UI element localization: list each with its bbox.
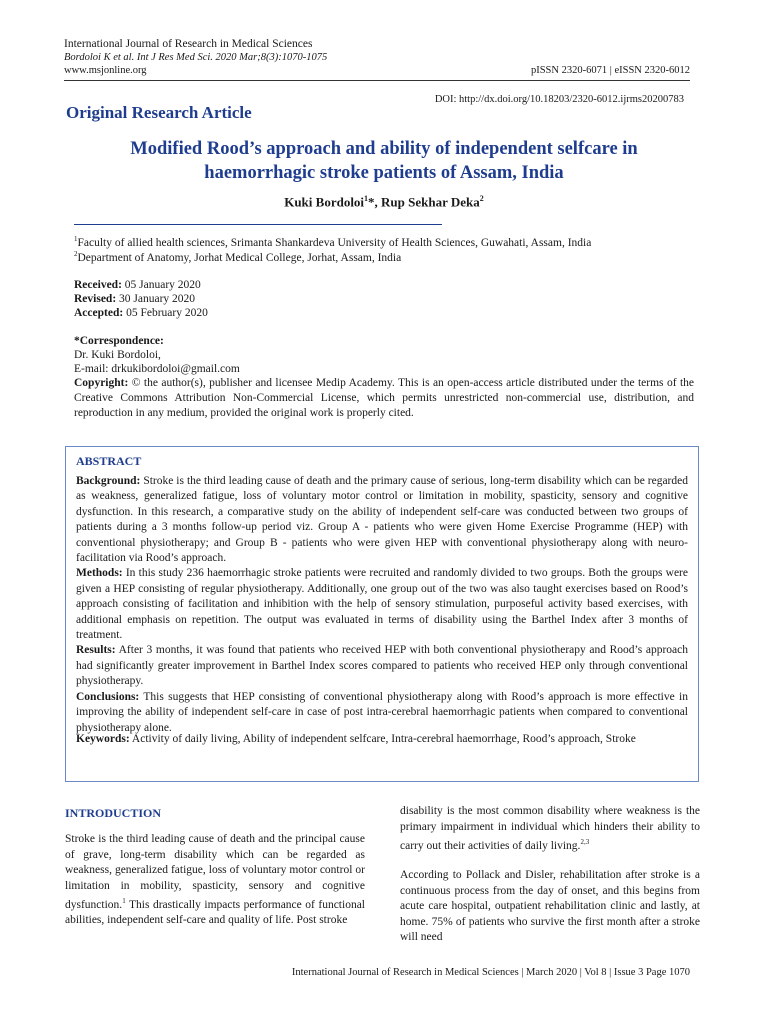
abstract-methods xyxy=(76,566,688,643)
intro-paragraph-2 xyxy=(400,804,700,854)
received-label: Received: xyxy=(74,279,122,291)
abstract-background xyxy=(76,474,688,566)
journal-url[interactable]: www.msjonline.org xyxy=(64,65,147,76)
affiliation-1 xyxy=(74,235,591,249)
intro-p1-text: Stroke is the third leading cause of death and the principal cause of grave, long-term disability which can be regarded as weakness, generalized fatigue, loss of voluntary motor control or limitation in mobility, spasticity, sensory and cognitive dysfunction. xyxy=(65,833,365,911)
affiliation-1-text: Faculty of allied health sciences, Srimanta Shankardeva University of Health Sciences, Guwahati, Assam, India xyxy=(77,236,592,249)
affiliation-2 xyxy=(74,250,401,264)
correspondence-name: Dr. Kuki Bordoloi, xyxy=(74,349,161,361)
intro-p1-cont: This drastically impacts performance of functional abilities, independent self-care and quality of life. Post stroke xyxy=(65,898,365,927)
page-footer: International Journal of Research in Medical Sciences | March 2020 | Vol 8 | Issue 3 Page 1070 xyxy=(291,967,690,978)
results-label: Results: xyxy=(76,644,116,657)
title-line-2: haemorrhagic stroke patients of Assam, India xyxy=(204,163,564,183)
abstract-heading: ABSTRACT xyxy=(76,454,142,468)
article-title xyxy=(64,137,704,185)
background-label: Background: xyxy=(76,475,141,487)
abstract-body xyxy=(76,474,688,736)
author-1: Kuki Bordoloi xyxy=(284,194,365,210)
conclusions-label: Conclusions: xyxy=(76,690,140,703)
introduction-heading: INTRODUCTION xyxy=(65,806,162,820)
author-2-affil: 2 xyxy=(479,194,484,203)
copyright-label: Copyright: xyxy=(74,377,129,389)
title-line-1: Modified Rood’s approach and ability of independent selfcare in xyxy=(130,139,638,159)
intro-right-column xyxy=(400,804,700,960)
conclusions-text: This suggests that HEP consisting of conventional physiotherapy along with Rood’s approach is more effective in improving the ability of independent self-care in case of post intra-cerebral haemorrhagic patients when compared to conventional physiotherapy alone. xyxy=(76,690,688,734)
article-type: Original Research Article xyxy=(66,103,252,122)
keywords xyxy=(76,732,688,747)
intro-p2-ref[interactable]: 2,3 xyxy=(580,838,590,846)
accepted-value: 05 February 2020 xyxy=(123,307,208,319)
author-divider xyxy=(74,224,442,225)
intro-paragraph-3: According to Pollack and Disler, rehabilitation after stroke is a continuous process from the day of onset, and this begins from acute care hospital, outpatient rehabilitation clinic and lastly, at home. 75% of patients who survive the first month after a stroke will need xyxy=(400,869,700,944)
intro-p2-text: disability is the most common disability where weakness is the primary impairment in individual which hinders their ability to carry out their activities of daily living. xyxy=(400,805,700,852)
correspondence-email[interactable]: E-mail: drkukibordoloi@gmail.com xyxy=(74,363,240,375)
issn: pISSN 2320-6071 | eISSN 2320-6012 xyxy=(530,65,690,76)
intro-left-column xyxy=(65,832,365,943)
accepted-date xyxy=(74,306,208,320)
correspondence-label xyxy=(74,334,164,348)
affiliation-2-sup: 2 xyxy=(74,250,78,258)
methods-label: Methods: xyxy=(76,567,123,580)
accepted-label: Accepted: xyxy=(74,307,124,319)
abstract-conclusions xyxy=(76,690,688,736)
received-date xyxy=(74,278,201,292)
intro-paragraph-1 xyxy=(65,832,365,929)
affiliation-1-sup: 1 xyxy=(74,235,78,243)
affiliation-2-text: Department of Anatomy, Jorhat Medical College, Jorhat, Assam, India xyxy=(77,251,402,264)
correspondence-heading: *Correspondence: xyxy=(74,335,164,347)
doi[interactable]: DOI: http://dx.doi.org/10.18203/2320-6012.ijrms20200783 xyxy=(434,94,684,105)
author-2: Rup Sekhar Deka xyxy=(381,194,480,210)
background-text: Stroke is the third leading cause of death and the primary cause of serious, long-term disability which can be regarded as weakness, generalized fatigue, loss of voluntary motor control or limitation in mobility, spasticity, sensory and cognitive dysfunction. In this research, a comparative study on the ability of independent self-care was conducted between two groups of patients during a 3 months follow-up period viz. Group A - patients who were given Home Exercise Programme (HEP) with conventional physiotherapy; and Group B - patients who were given HEP with conventional physiotherapy along with neuro-facilitation via Rood’s approach. xyxy=(76,475,688,565)
keywords-label: Keywords: xyxy=(76,733,130,745)
results-text: After 3 months, it was found that patients who received HEP with both conventional physiotherapy and Rood’s approach had significantly greater improvement in Barthel Index scores compared to patients who received HEP only through conventional physiotherapy. xyxy=(76,644,688,688)
author-1-affil: 1 xyxy=(364,194,369,203)
methods-text: In this study 236 haemorrhagic stroke patients were recruited and randomly divided to two groups. Both the groups were given a HEP consisting of regular physiotherapy. Additionally, one group out of the two was also taught exercises based on Rood’s approach consisting of facilitation and inhibition with the help of sensory stimulation, purposeful activity based exercises, with additional emphasis on repetition. The output was evaluated in terms of disability using the Barthel Index after 3 months of treatment. xyxy=(76,567,688,642)
journal-name: International Journal of Research in Medical Sciences xyxy=(64,38,313,50)
revised-label: Revised: xyxy=(74,293,117,305)
revised-value: 30 January 2020 xyxy=(116,293,196,305)
copyright-notice xyxy=(74,376,694,421)
received-value: 05 January 2020 xyxy=(121,279,201,291)
abstract-results xyxy=(76,643,688,689)
author-list xyxy=(64,194,704,210)
keywords-text: Activity of daily living, Ability of independent selfcare, Intra-cerebral haemorrhage, Rood’s approach, Stroke xyxy=(129,733,636,745)
header-divider xyxy=(64,80,690,81)
author-1-mark: *, xyxy=(368,194,382,210)
intro-p1-ref[interactable]: 1 xyxy=(122,897,126,905)
revised-date xyxy=(74,292,195,306)
citation: Bordoloi K et al. Int J Res Med Sci. 2020 Mar;8(3):1070-1075 xyxy=(64,52,328,63)
copyright-text: © the author(s), publisher and licensee Medip Academy. This is an open-access article distributed under the terms of the Creative Commons Attribution Non-Commercial License, which permits unrestricted non-commercial use, distribution, and reproduction in any medium, provided the original work is properly cited. xyxy=(74,377,694,419)
